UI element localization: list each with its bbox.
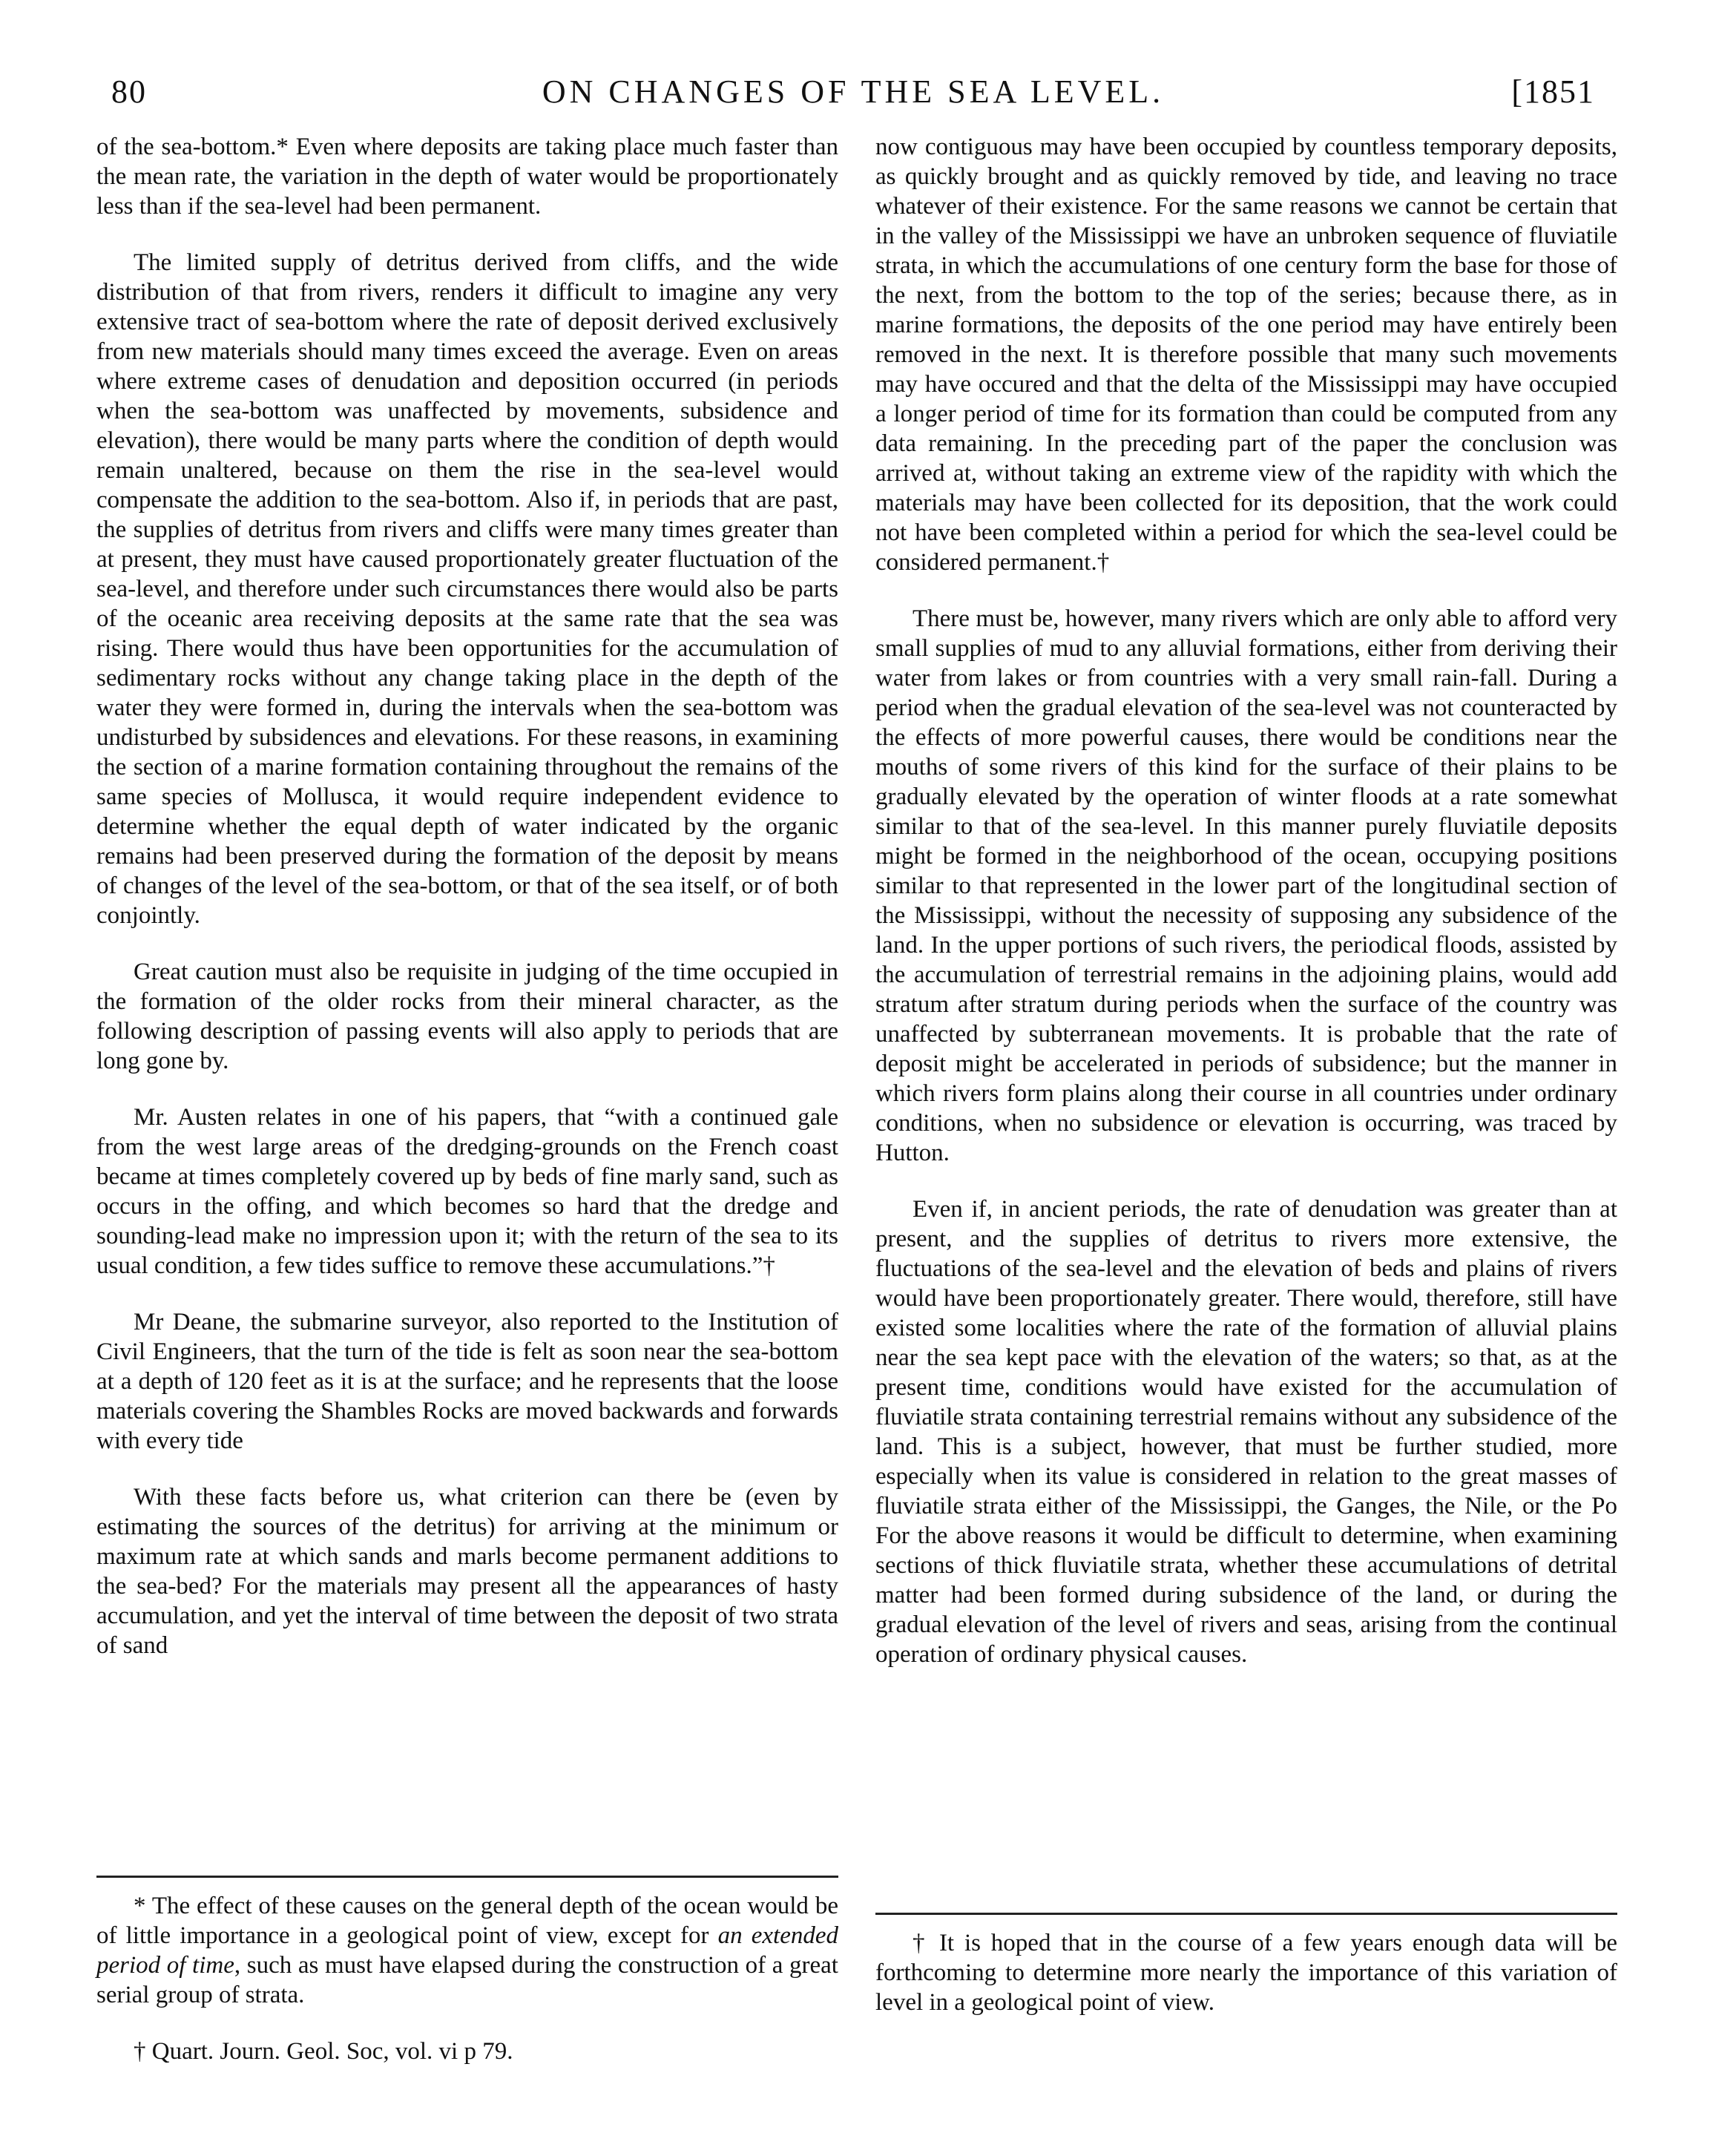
footnote-rule [875, 1913, 1617, 1915]
right-paragraph-2: There must be, however, many rivers which are only able to afford very small supplies of mud to any alluvial formations, either from deriving their water from lakes or from countries with a very small rain-fall. During a period when the gradual elevation of the sea-level was not counteracted by the effects of more powerful causes, there would be conditions near the mouths of some rivers of this kind for the surface of their plains to be gradually elevated by the operation of winter floods at a rate somewhat similar to that of the sea-level. In this manner purely fluviatile deposits might be formed in the neighborhood of the ocean, occupying positions similar to that represented in the lower part of the longitudinal section of the Mississippi, without the necessity of supposing any subsidence of the land. In the upper portions of such rivers, the periodical floods, assisted by the accumulation of terrestrial remains in the adjoining plains, would add stratum after stratum during periods when the surface of the country was unaffected by subterranean movements. It is probable that the rate of deposit might be accelerated in periods of subsidence; but the manner in which rivers form plains along their course in all countries under ordinary conditions, when no subsidence or elevation is occurring, was traced by Hutton. [875, 605, 1617, 1166]
right-column [875, 132, 1617, 2016]
footnote-asterisk-italic: an extended period of time [96, 1922, 838, 1979]
footnote-asterisk-end: , such as must have elapsed during the construction of a great serial group of strata. [96, 1952, 838, 2008]
left-column [96, 132, 838, 2065]
page-number: 80 [111, 73, 147, 110]
right-footnotes [875, 1913, 1617, 2044]
footnote-asterisk-start: * The effect of these causes on the general depth of the ocean would be of little importance in a geological point of view, except for [96, 1893, 838, 1949]
running-header [111, 73, 1595, 117]
footnote-rule [96, 1876, 838, 1878]
right-paragraph-1: now contiguous may have been occupied by countless temporary deposits, as quickly brought and as quickly removed by tide, and leaving no trace whatever of their existence. For the same reasons we cannot be certain that in the valley of the Mississippi we have an unbroken sequence of fluviatile strata, in which the accumulations of one century form the base for those of the next, from the bottom to the top of the series; because there, as in marine formations, the deposits of the one period may have entirely been removed in the next. It is therefore possible that many such movements may have occured and that the delta of the Mississippi may have occupied a longer period of time for its formation than could be computed from any data remaining. In the preceding part of the paper the conclusion was arrived at, without taking an extreme view of the rapidity with which the materials may have been collected for its deposition, that the work could not have been completed within a period for which the sea-level could be considered permanent.† [875, 134, 1617, 576]
footnote-asterisk [96, 1891, 838, 2010]
left-paragraph-5: Mr Deane, the submarine surveyor, also reported to the Institution of Civil Engineers, that the turn of the tide is felt as soon near the sea-bottom at a depth of 120 feet as it is at the surface; and he represents that the loose materials covering the Shambles Rocks are moved backwards and forwards with every tide [96, 1309, 838, 1454]
footnote-dagger-right: † It is hoped that in the course of a few years enough data will be forthcoming to determine more nearly the importance of this variation of level in a geological point of view. [875, 1930, 1617, 2016]
left-paragraph-1: of the sea-bottom.* Even where deposits are taking place much faster than the mean rate, the variation in the depth of water would be proportionately less than if the sea-level had been permanent. [96, 134, 838, 220]
running-title: ON CHANGES OF THE SEA LEVEL. [542, 73, 1165, 110]
year-mark: [1851 [1511, 73, 1595, 110]
left-paragraph-2: The limited supply of detritus derived from cliffs, and the wide distribution of that from rivers, renders it difficult to imagine any very extensive tract of sea-bottom where the rate of deposit derived exclusively from new materials should many times exceed the average. Even on areas where extreme cases of denudation and deposition occurred (in periods when the sea-bottom was unaffected by movements, subsidence and elevation), there would be many parts where the condition of depth would remain unaltered, because on them the rise in the sea-level would compensate the addition to the sea-bottom. Also if, in periods that are past, the supplies of detritus from rivers and cliffs were many times greater than at present, they must have caused proportionately greater fluctuation of the sea-level, and therefore under such circumstances there would also be parts of the oceanic area receiving deposits at the same rate that the sea was rising. There would thus have been opportunities for the accumulation of sedimentary rocks without any change taking place in the depth of the water they were formed in, during the intervals when the sea-bottom was undisturbed by subsidences and elevations. For these reasons, in examining the section of a marine formation containing throughout the remains of the same species of Mollusca, it would require independent evidence to determine whether the equal depth of water indicated by the organic remains had been preserved during the formation of the deposit by means of changes of the level of the sea-bottom, or that of the sea itself, or of both conjointly. [96, 249, 838, 929]
right-paragraph-3: Even if, in ancient periods, the rate of denudation was greater than at present, and the supplies of detritus to rivers more extensive, the fluctuations of the sea-level and the elevation of beds and plains of rivers would have been proportionately greater. There would, therefore, still have existed some localities where the rate of the formation of alluvial plains near the sea kept pace with the elevation of the waters; so that, as at the present time, conditions would have existed for the accumulation of fluviatile strata containing terrestrial remains without any subsidence of the land. This is a subject, however, that must be further studied, more especially when its value is considered in relation to the great masses of fluviatile strata either of the Mississippi, the Ganges, the Nile, or the Po For the above reasons it would be difficult to determine, when examining sections of thick fluviatile strata, whether these accumulations of detrital matter had been formed during subsidence of the land, or during the gradual elevation of the level of rivers and seas, arising from the continual operation of ordinary physical causes. [875, 1196, 1617, 1668]
left-paragraph-6: With these facts before us, what criterion can there be (even by estimating the sources of the detritus) for arriving at the minimum or maximum rate at which sands and marls become permanent additions to the sea-bed? For the materials may present all the appearances of hasty accumulation, and yet the interval of time between the deposit of two strata of sand [96, 1484, 838, 1659]
left-footnotes [96, 1876, 838, 2093]
left-paragraph-4: Mr. Austen relates in one of his papers, that “with a continued gale from the west large areas of the dredging-grounds on the French coast became at times completely covered up by beds of fine marly sand, such as occurs in the offing, and which becomes so hard that the dredge and sounding-lead make no impression upon it; with the return of the sea to its usual condition, a few tides suffice to remove these accumulations.”† [96, 1104, 838, 1279]
left-paragraph-3: Great caution must also be requisite in judging of the time occupied in the formation of the older rocks from their mineral character, as the following description of passing events will also apply to periods that are long gone by. [96, 959, 838, 1074]
footnote-dagger-left: † Quart. Journ. Geol. Soc, vol. vi p 79. [134, 2038, 513, 2065]
